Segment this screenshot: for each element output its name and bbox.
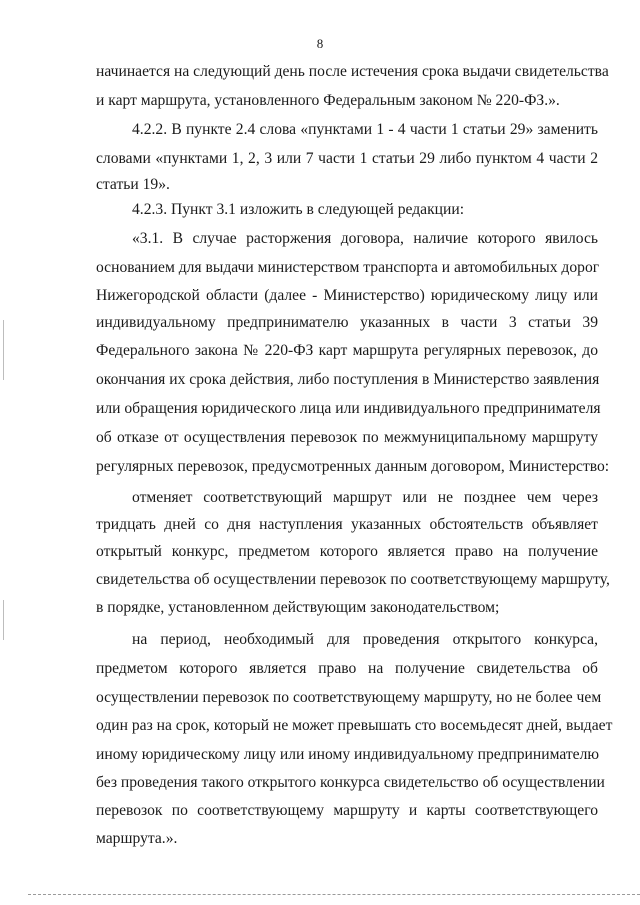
- text-line: осуществлении перевозок по соответствующему маршруту, но не более чем: [96, 689, 602, 706]
- text-line: 4.2.2. В пункте 2.4 слова «пунктами 1 - 4 части 1 статьи 29» заменить: [132, 121, 598, 138]
- text-line: индивидуальному предпринимателю указанных в части 3 статьи 39: [96, 314, 598, 331]
- text-line: окончания их срока действия, либо поступления в Министерство заявления: [96, 371, 600, 388]
- text-line: и карт маршрута, установленного Федеральным законом № 220-ФЗ.».: [96, 92, 560, 109]
- text-line: «3.1. В случае расторжения договора, наличие которого явилось: [132, 230, 598, 247]
- text-line: отменяет соответствующий маршрут или не позднее чем через: [132, 489, 598, 506]
- page-number: 8: [316, 36, 324, 51]
- text-line: регулярных перевозок, предусмотренных данным договором, Министерство:: [96, 458, 610, 475]
- text-line: предметом которого является право на получение свидетельства об: [96, 660, 598, 677]
- scan-edge-mark: [3, 320, 4, 380]
- text-line: без проведения такого открытого конкурса свидетельство об осуществлении: [96, 774, 605, 791]
- text-line: тридцать дней со дня наступления указанных обстоятельств объявляет: [96, 516, 598, 533]
- text-line: Нижегородской области (далее - Министерство) юридическому лицу или: [96, 287, 598, 304]
- text-line: словами «пунктами 1, 2, 3 или 7 части 1 статьи 29 либо пунктом 4 части 2: [96, 150, 598, 167]
- text-line: основанием для выдачи министерством транспорта и автомобильных дорог: [96, 259, 600, 276]
- text-line: один раз на срок, который не может превышать сто восемьдесят дней, выдает: [96, 717, 613, 734]
- text-line: начинается на следующий день после истечения срока выдачи свидетельства: [96, 63, 609, 80]
- text-line: или обращения юридического лица или индивидуального предпринимателя: [96, 400, 601, 417]
- text-line: на период, необходимый для проведения открытого конкурса,: [132, 631, 598, 648]
- text-line: об отказе от осуществления перевозок по межмуниципальному маршруту: [96, 429, 598, 446]
- text-line: маршрута.».: [96, 830, 178, 847]
- text-line: 4.2.3. Пункт 3.1 изложить в следующей редакции:: [132, 201, 465, 218]
- text-line: в порядке, установленном действующим законодательством;: [96, 599, 500, 616]
- text-line: свидетельства об осуществлении перевозок по соответствующему маршруту,: [96, 571, 610, 588]
- scan-edge-mark: [3, 600, 4, 640]
- bottom-edge-line: [28, 894, 640, 896]
- text-line: Федерального закона № 220-ФЗ карт маршрута регулярных перевозок, до: [96, 342, 598, 359]
- text-line: открытый конкурс, предметом которого является право на получение: [96, 543, 598, 560]
- text-line: иному юридическому лицу или иному индивидуальному предпринимателю: [96, 746, 600, 763]
- text-line: статьи 19».: [96, 176, 170, 193]
- text-line: перевозок по соответствующему маршруту и карты соответствующего: [96, 802, 598, 819]
